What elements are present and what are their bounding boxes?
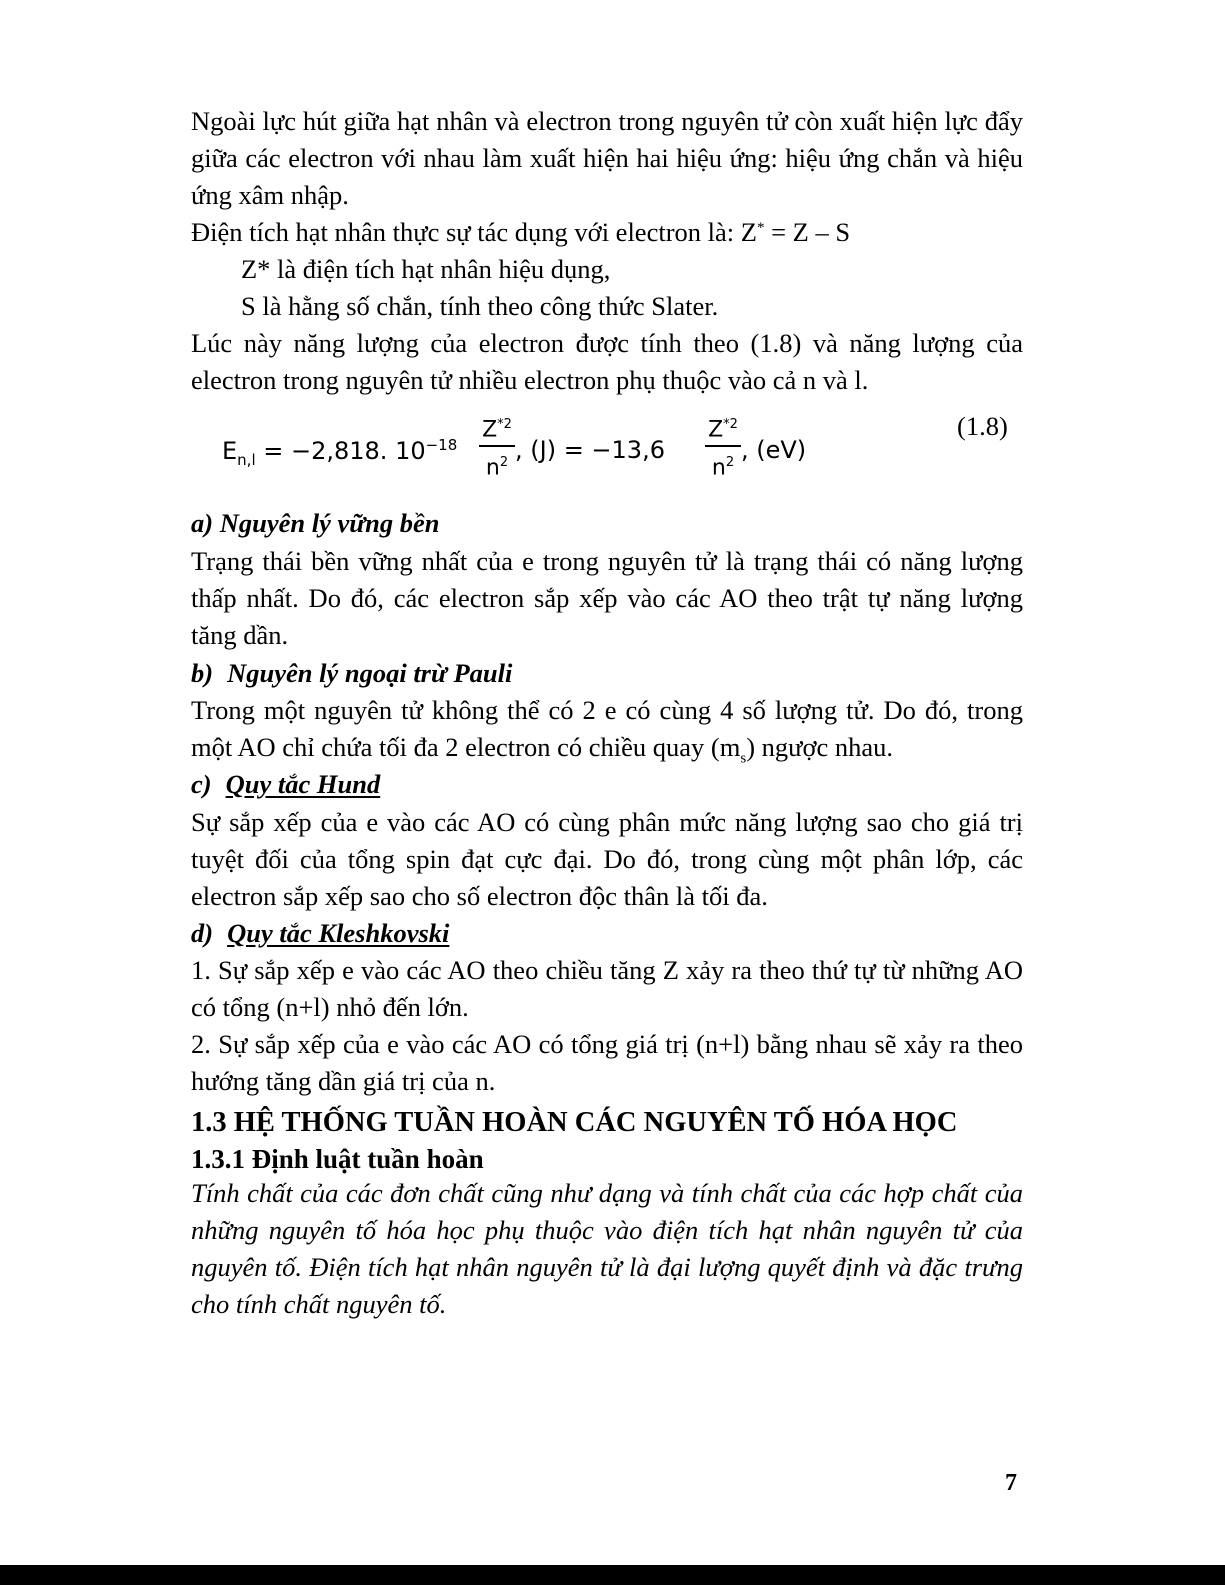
section-b-title: Nguyên lý ngoại trừ Pauli — [227, 658, 513, 688]
chapter-subheading: 1.3.1 Định luật tuần hoàn — [191, 1144, 484, 1174]
fraction-2-num-base: Z — [708, 417, 724, 443]
effective-charge-prefix: Điện tích hạt nhân thực sự tác dụng với electron là: Z — [191, 217, 757, 247]
section-c-heading — [191, 766, 1023, 803]
section-c-label: c) — [191, 769, 212, 799]
section-d-heading — [191, 915, 1023, 952]
equation-number: (1.8) — [957, 411, 1008, 441]
fraction-2-den-base: n — [711, 455, 726, 481]
fraction-2-bar — [705, 445, 741, 447]
fraction-1-num-base: Z — [482, 417, 498, 443]
section-c-body: Sự sắp xếp của e vào các AO có cùng phân mức năng lượng sao cho giá trị tuyệt đối của tổng spin đạt cực đại. Do đó, trong cùng một phân lớp, các electron sắp xếp sao cho số electron độc thân là tối đa. — [191, 807, 1023, 911]
formula-e-sub: n,l — [237, 450, 256, 469]
section-a-body: Trạng thái bền vững nhất của e trong nguyên tử là trạng thái có năng lượng thấp nhất. Do đó, các electron sắp xếp vào các AO theo trật tự năng lượng tăng dần. — [191, 546, 1023, 650]
fraction-1-numerator — [479, 412, 515, 443]
fraction-1-den-exp: 2 — [499, 455, 509, 471]
section-d-item-1: 1. Sự sắp xếp e vào các AO theo chiều tăng Z xảy ra theo thứ tự từ những AO có tổng (n+l) nhỏ đến lớn. — [191, 955, 1023, 1022]
formula-fraction-2 — [705, 412, 741, 482]
fraction-2-denominator — [705, 450, 741, 481]
formula-lhs — [222, 436, 457, 469]
section-a-heading: a) Nguyên lý vững bền — [191, 508, 440, 538]
fraction-1-num-exp: *2 — [497, 417, 512, 432]
fraction-2-numerator — [705, 412, 741, 443]
formula-middle: , (J) = −13,6 — [515, 436, 665, 464]
section-d-item-2: 2. Sự sắp xếp của e vào các AO có tổng giá trị (n+l) bằng nhau sẽ xảy ra theo hướng tăng dần giá trị của n. — [191, 1029, 1023, 1096]
section-b-body-prefix: Trong một nguyên tử không thể có 2 e có cùng 4 số lượng tử. Do đó, trong một AO chỉ chứa tối đa 2 electron có chiều quay (m — [191, 695, 1023, 762]
section-b-body — [191, 692, 1023, 777]
fraction-1-bar — [479, 445, 515, 447]
z-definition: Z* là điện tích hạt nhân hiệu dụng, — [241, 254, 611, 284]
section-b-heading — [191, 655, 1023, 692]
chapter-heading: 1.3 HỆ THỐNG TUẦN HOÀN CÁC NGUYÊN TỐ HÓA HỌC — [191, 1107, 958, 1138]
fraction-2-den-exp: 2 — [725, 455, 735, 471]
formula-exponent: −18 — [425, 436, 458, 454]
effective-charge-star: * — [756, 220, 765, 236]
fraction-1-den-base: n — [485, 455, 500, 481]
effective-charge-suffix: = Z – S — [764, 217, 851, 247]
bottom-edge-bar — [0, 1565, 1225, 1585]
fraction-2-num-exp: *2 — [723, 417, 738, 432]
s-definition: S là hằng số chắn, tính theo công thức Slater. — [241, 291, 719, 321]
energy-formula — [222, 408, 922, 488]
formula-tail: , (eV) — [741, 436, 807, 464]
section-c-title: Quy tắc Hund — [225, 769, 381, 799]
section-d-title: Quy tắc Kleshkovski — [227, 918, 450, 948]
energy-paragraph: Lúc này năng lượng của electron được tính theo (1.8) và năng lượng của electron trong nguyên tử nhiều electron phụ thuộc vào cả n và l. — [191, 328, 1023, 395]
formula-coefficient: = −2,818. 10 — [255, 437, 426, 465]
section-b-body-suffix: ) ngược nhau. — [746, 732, 894, 762]
formula-fraction-1 — [479, 412, 515, 482]
formula-e: E — [222, 437, 238, 465]
fraction-1-denominator — [479, 450, 515, 481]
page-number: 7 — [1005, 1470, 1017, 1496]
effective-charge-line — [191, 214, 1023, 251]
periodic-law-text: Tính chất của các đơn chất cũng như dạng và tính chất của các hợp chất của những nguyên tố hóa học phụ thuộc vào điện tích hạt nhân nguyên tử của nguyên tố. Điện tích hạt nhân nguyên tử là đại lượng quyết định và đặc trưng cho tính chất nguyên tố. — [191, 1178, 1023, 1319]
section-b-label: b) — [191, 658, 214, 688]
intro-paragraph: Ngoài lực hút giữa hạt nhân và electron trong nguyên tử còn xuất hiện lực đẩy giữa các electron với nhau làm xuất hiện hai hiệu ứng: hiệu ứng chắn và hiệu ứng xâm nhập. — [191, 106, 1023, 210]
section-b-body-sub: s — [740, 750, 747, 767]
section-d-label: d) — [191, 918, 214, 948]
